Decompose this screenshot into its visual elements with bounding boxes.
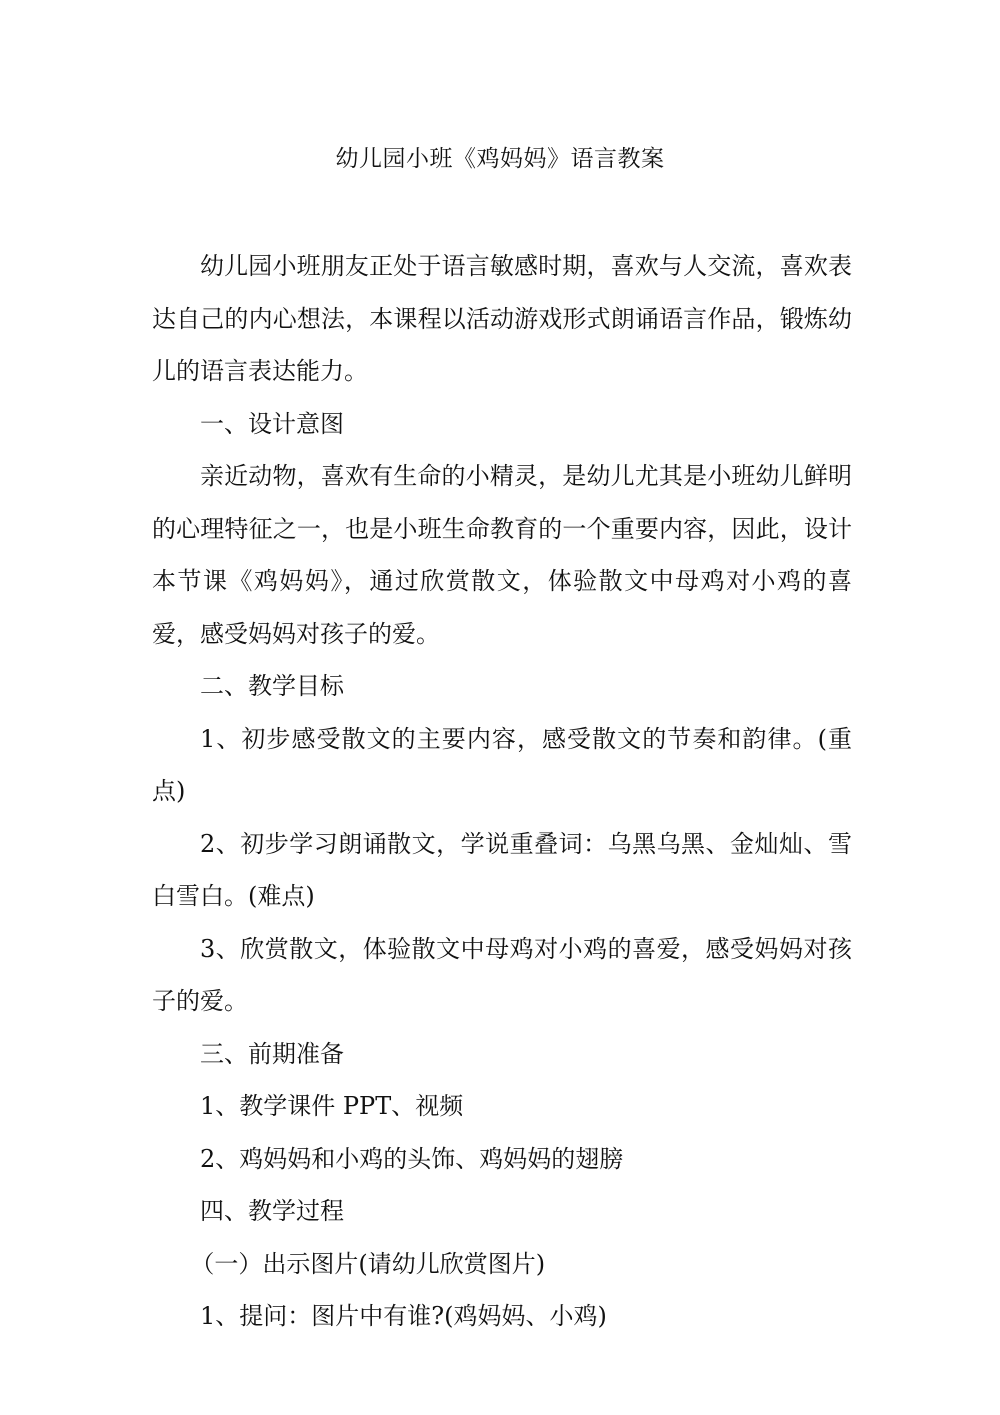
section-heading-teaching-goals: 二、教学目标 — [200, 672, 344, 700]
goal-item-3: 3、欣赏散文，体验散文中母鸡对小鸡的喜爱，感受妈妈对孩子的爱。 — [152, 934, 852, 1015]
intro-paragraph: 幼儿园小班朋友正处于语言敏感时期，喜欢与人交流，喜欢表达自己的内心想法，本课程以活动游戏形式朗诵语言作品，锻炼幼儿的语言表达能力。 — [152, 252, 852, 385]
section-heading-teaching-process: 四、教学过程 — [200, 1197, 344, 1225]
preparation-item-1: 1、教学课件 PPT、视频 — [200, 1092, 464, 1120]
preparation-item-2: 2、鸡妈妈和小鸡的头饰、鸡妈妈的翅膀 — [200, 1144, 624, 1173]
goal-item-2: 2、初步学习朗诵散文，学说重叠词：乌黑乌黑、金灿灿、雪白雪白。(难点) — [152, 829, 852, 910]
section-heading-preparation: 三、前期准备 — [200, 1039, 344, 1068]
document-title: 幼儿园小班《鸡妈妈》语言教案 — [335, 146, 665, 172]
process-step-heading: （一）出示图片(请幼儿欣赏图片) — [190, 1249, 546, 1278]
goal-item-1: 1、初步感受散文的主要内容，感受散文的节奏和韵律。(重点) — [152, 724, 852, 805]
process-item-1: 1、提问：图片中有谁?(鸡妈妈、小鸡) — [200, 1302, 607, 1330]
section-heading-design-intent: 一、设计意图 — [200, 409, 344, 438]
document-body — [152, 240, 852, 1343]
design-intent-paragraph: 亲近动物，喜欢有生命的小精灵，是幼儿尤其是小班幼儿鲜明的心理特征之一，也是小班生命教育的一个重要内容，因此，设计本节课《鸡妈妈》，通过欣赏散文，体验散文中母鸡对小鸡的喜爱，感受妈妈对孩子的爱。 — [152, 462, 852, 648]
